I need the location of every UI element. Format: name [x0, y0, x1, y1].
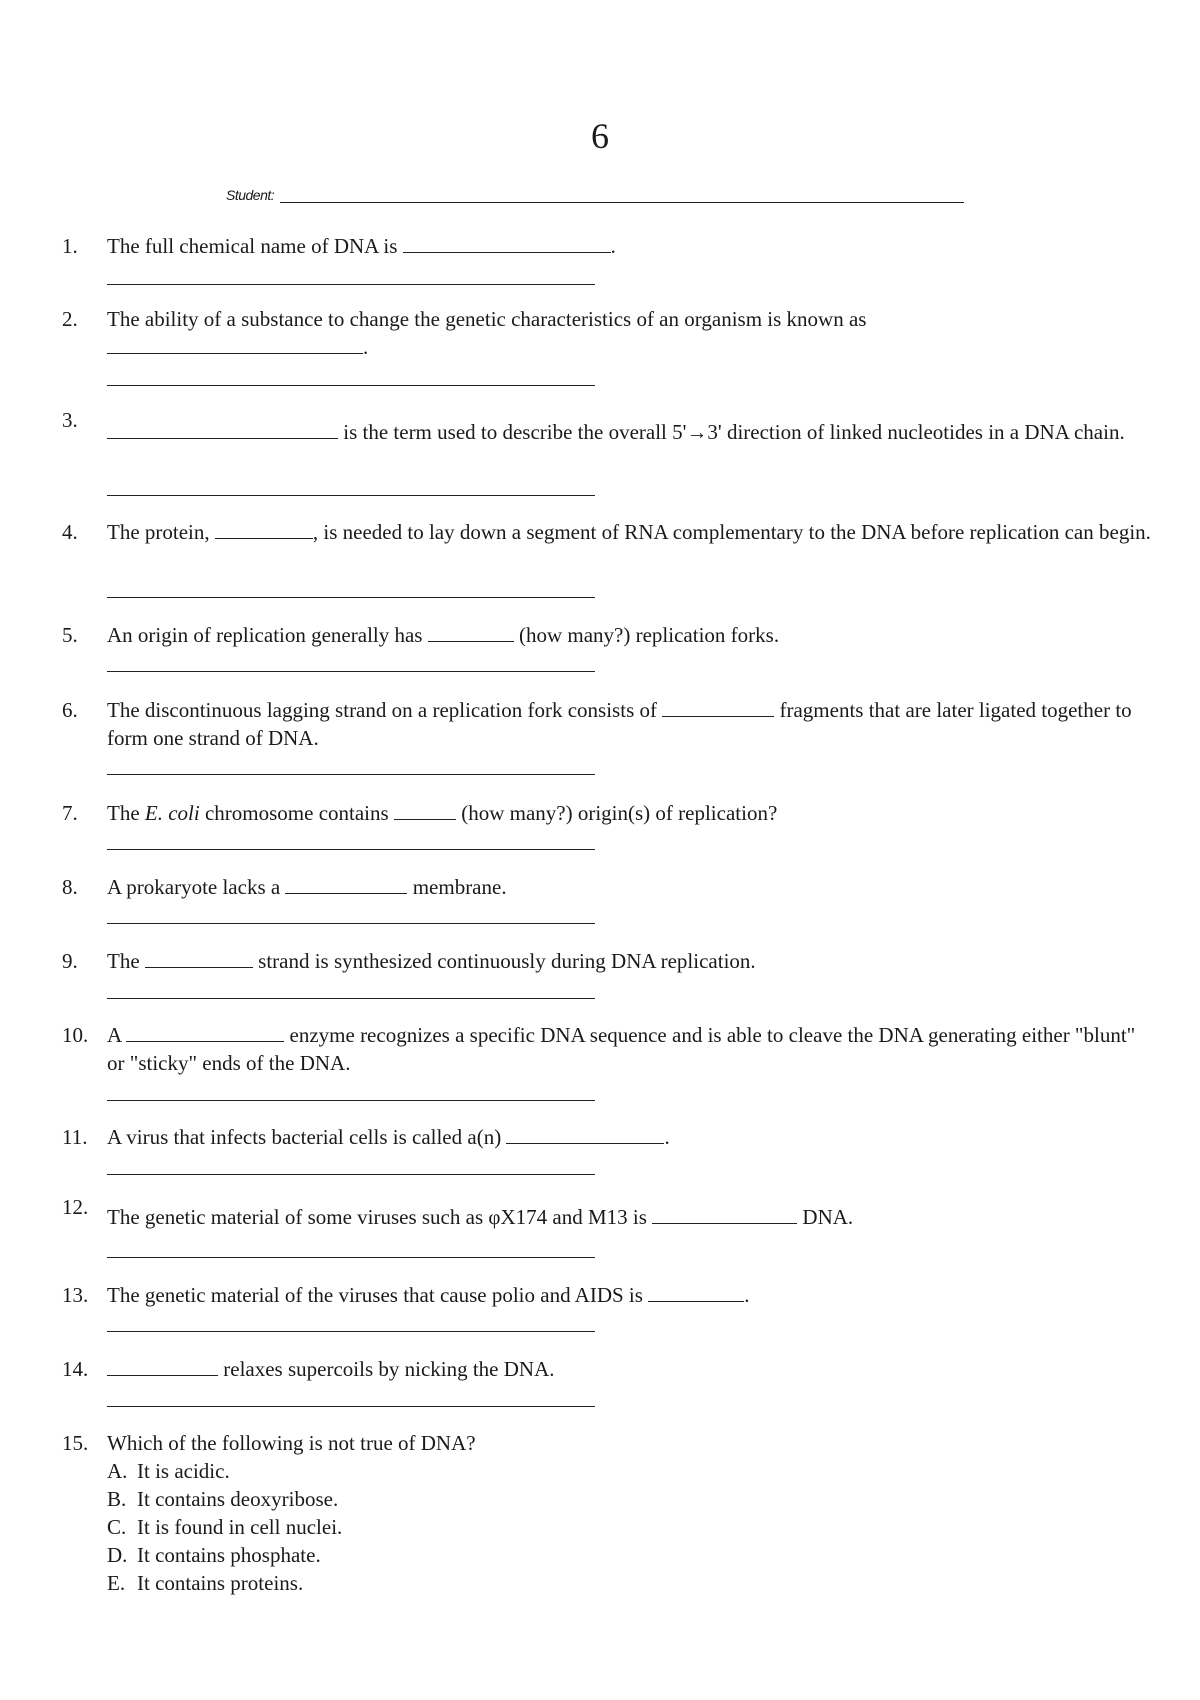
- question-text: A prokaryote lacks a membrane.: [107, 875, 507, 899]
- question-number: 14.: [62, 1357, 89, 1381]
- question-text: The strand is synthesized continuously during DNA replication.: [107, 949, 756, 973]
- question-text: Which of the following is not true of DNA? A. It is acidic. B. It contains deoxyribose. C. It is found in cell nuclei. D. It contains phosphate. E. It contains proteins.: [107, 1429, 1157, 1597]
- answer-line[interactable]: [107, 998, 595, 999]
- question-number: 6.: [62, 698, 78, 722]
- choice-b[interactable]: B. It contains deoxyribose.: [107, 1487, 339, 1511]
- answer-line[interactable]: [107, 1406, 595, 1407]
- answer-line[interactable]: [107, 849, 595, 850]
- question-number: 1.: [62, 234, 78, 258]
- answer-line[interactable]: [107, 1331, 595, 1332]
- choice-c[interactable]: C. It is found in cell nuclei.: [107, 1515, 343, 1539]
- choice-e[interactable]: E. It contains proteins.: [107, 1571, 304, 1595]
- question-text: The discontinuous lagging strand on a replication fork consists of fragments that are later ligated together to form one strand of DNA.: [107, 698, 1132, 750]
- answer-line[interactable]: [107, 1257, 595, 1258]
- question-text: A enzyme recognizes a specific DNA sequence and is able to cleave the DNA generating either "blunt" or "sticky" ends of the DNA.: [107, 1023, 1136, 1075]
- answer-line[interactable]: [107, 1100, 595, 1101]
- question-text: A virus that infects bacterial cells is called a(n) .: [107, 1125, 670, 1149]
- answer-line[interactable]: [107, 284, 595, 285]
- question-number: 13.: [62, 1283, 89, 1307]
- answer-line[interactable]: [107, 774, 595, 775]
- species-name: E. coli: [144, 801, 200, 825]
- question-text: The protein, , is needed to lay down a segment of RNA complementary to the DNA before replication can begin.: [107, 520, 1151, 544]
- student-name-field[interactable]: [280, 186, 964, 203]
- question-number: 4.: [62, 520, 78, 544]
- question-number: 15.: [62, 1431, 89, 1455]
- question-text: The ability of a substance to change the genetic characteristics of an organism is known as .: [107, 307, 867, 359]
- fill-in-blank[interactable]: [428, 621, 514, 642]
- fill-in-blank[interactable]: [662, 696, 774, 717]
- choice-a[interactable]: A. It is acidic.: [107, 1459, 230, 1483]
- question-text: An origin of replication generally has (how many?) replication forks.: [107, 623, 780, 647]
- fill-in-blank[interactable]: [215, 518, 313, 539]
- answer-line[interactable]: [107, 385, 595, 386]
- question-number: 3.: [62, 408, 78, 432]
- question-number: 7.: [62, 801, 78, 825]
- question-number: 11.: [62, 1125, 88, 1149]
- fill-in-blank[interactable]: [107, 1355, 218, 1376]
- fill-in-blank[interactable]: [403, 232, 611, 253]
- answer-line[interactable]: [107, 1174, 595, 1175]
- question-text: relaxes supercoils by nicking the DNA.: [107, 1355, 1157, 1383]
- question-text: The genetic material of the viruses that cause polio and AIDS is .: [107, 1283, 750, 1307]
- question-number: 5.: [62, 623, 78, 647]
- question-text: The full chemical name of DNA is .: [107, 234, 616, 258]
- question-number: 9.: [62, 949, 78, 973]
- question-text: The E. coli chromosome contains (how many?) origin(s) of replication?: [107, 801, 778, 825]
- answer-line[interactable]: [107, 597, 595, 598]
- student-label: Student:: [226, 187, 275, 203]
- question-number: 12.: [62, 1195, 89, 1219]
- question-number: 8.: [62, 875, 78, 899]
- fill-in-blank[interactable]: [107, 418, 338, 439]
- answer-line[interactable]: [107, 671, 595, 672]
- fill-in-blank[interactable]: [285, 873, 407, 894]
- question-text: is the term used to describe the overall 5'→3' direction of linked nucleotides in a DNA chain.: [107, 418, 1157, 446]
- fill-in-blank[interactable]: [506, 1123, 664, 1144]
- fill-in-blank[interactable]: [145, 947, 253, 968]
- fill-in-blank[interactable]: [394, 799, 456, 820]
- answer-line[interactable]: [107, 923, 595, 924]
- fill-in-blank[interactable]: [126, 1021, 284, 1042]
- fill-in-blank[interactable]: [648, 1281, 744, 1302]
- question-number: 10.: [62, 1023, 89, 1047]
- answer-line[interactable]: [107, 495, 595, 496]
- student-name-row: [226, 186, 964, 203]
- question-number: 2.: [62, 307, 78, 331]
- fill-in-blank[interactable]: [652, 1203, 797, 1224]
- choice-d[interactable]: D. It contains phosphate.: [107, 1543, 321, 1567]
- fill-in-blank[interactable]: [107, 333, 363, 354]
- question-text: The genetic material of some viruses such as φX174 and M13 is DNA.: [107, 1205, 854, 1229]
- page-number: 6: [591, 116, 609, 156]
